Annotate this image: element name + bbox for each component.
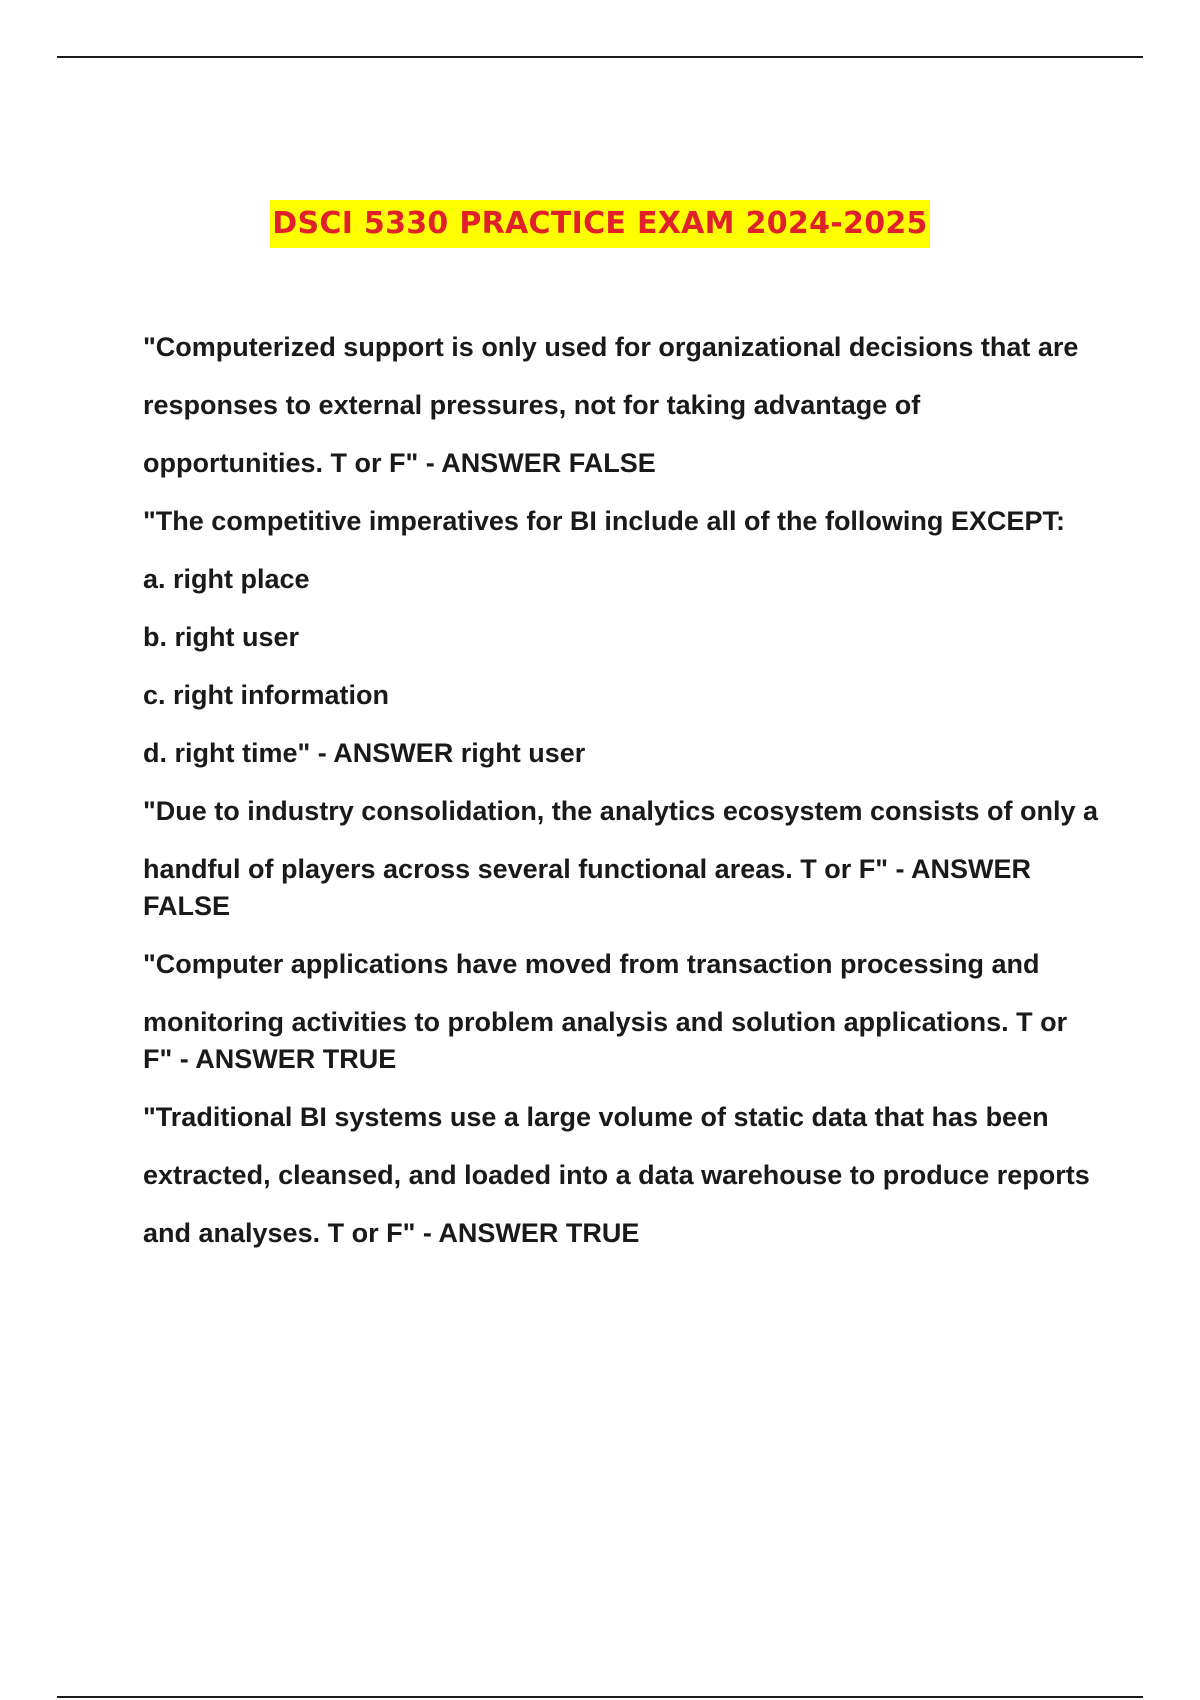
question-line: "The competitive imperatives for BI include all of the following EXCEPT: (143, 506, 1065, 536)
option-line: a. right place (143, 564, 310, 594)
question-line: "Traditional BI systems use a large volume of static data that has been (143, 1102, 1049, 1132)
option-line: b. right user (143, 622, 300, 652)
question-line: "Computerized support is only used for organizational decisions that are (143, 332, 1079, 362)
question-line: and analyses. T or F" - ANSWER TRUE (143, 1218, 640, 1248)
page-title: DSCI 5330 PRACTICE EXAM 2024-2025 (270, 200, 929, 248)
bottom-rule (57, 1696, 1143, 1698)
question-line: opportunities. T or F" - ANSWER FALSE (143, 448, 656, 478)
question-line: extracted, cleansed, and loaded into a data warehouse to produce reports (143, 1160, 1090, 1190)
question-line: responses to external pressures, not for taking advantage of (143, 390, 921, 420)
question-line: "Due to industry consolidation, the analytics ecosystem consists of only a (143, 796, 1099, 826)
question-line: handful of players across several functional areas. T or F" - ANSWER FALSE (143, 854, 1039, 921)
option-line: c. right information (143, 680, 389, 710)
option-line: d. right time" - ANSWER right user (143, 738, 586, 768)
question-line: "Computer applications have moved from transaction processing and (143, 949, 1040, 979)
title-container (0, 200, 1200, 248)
top-rule (57, 56, 1143, 58)
question-line: monitoring activities to problem analysis and solution applications. T or F" - ANSWER TRUE (143, 1007, 1075, 1074)
question-list (143, 329, 1103, 1273)
